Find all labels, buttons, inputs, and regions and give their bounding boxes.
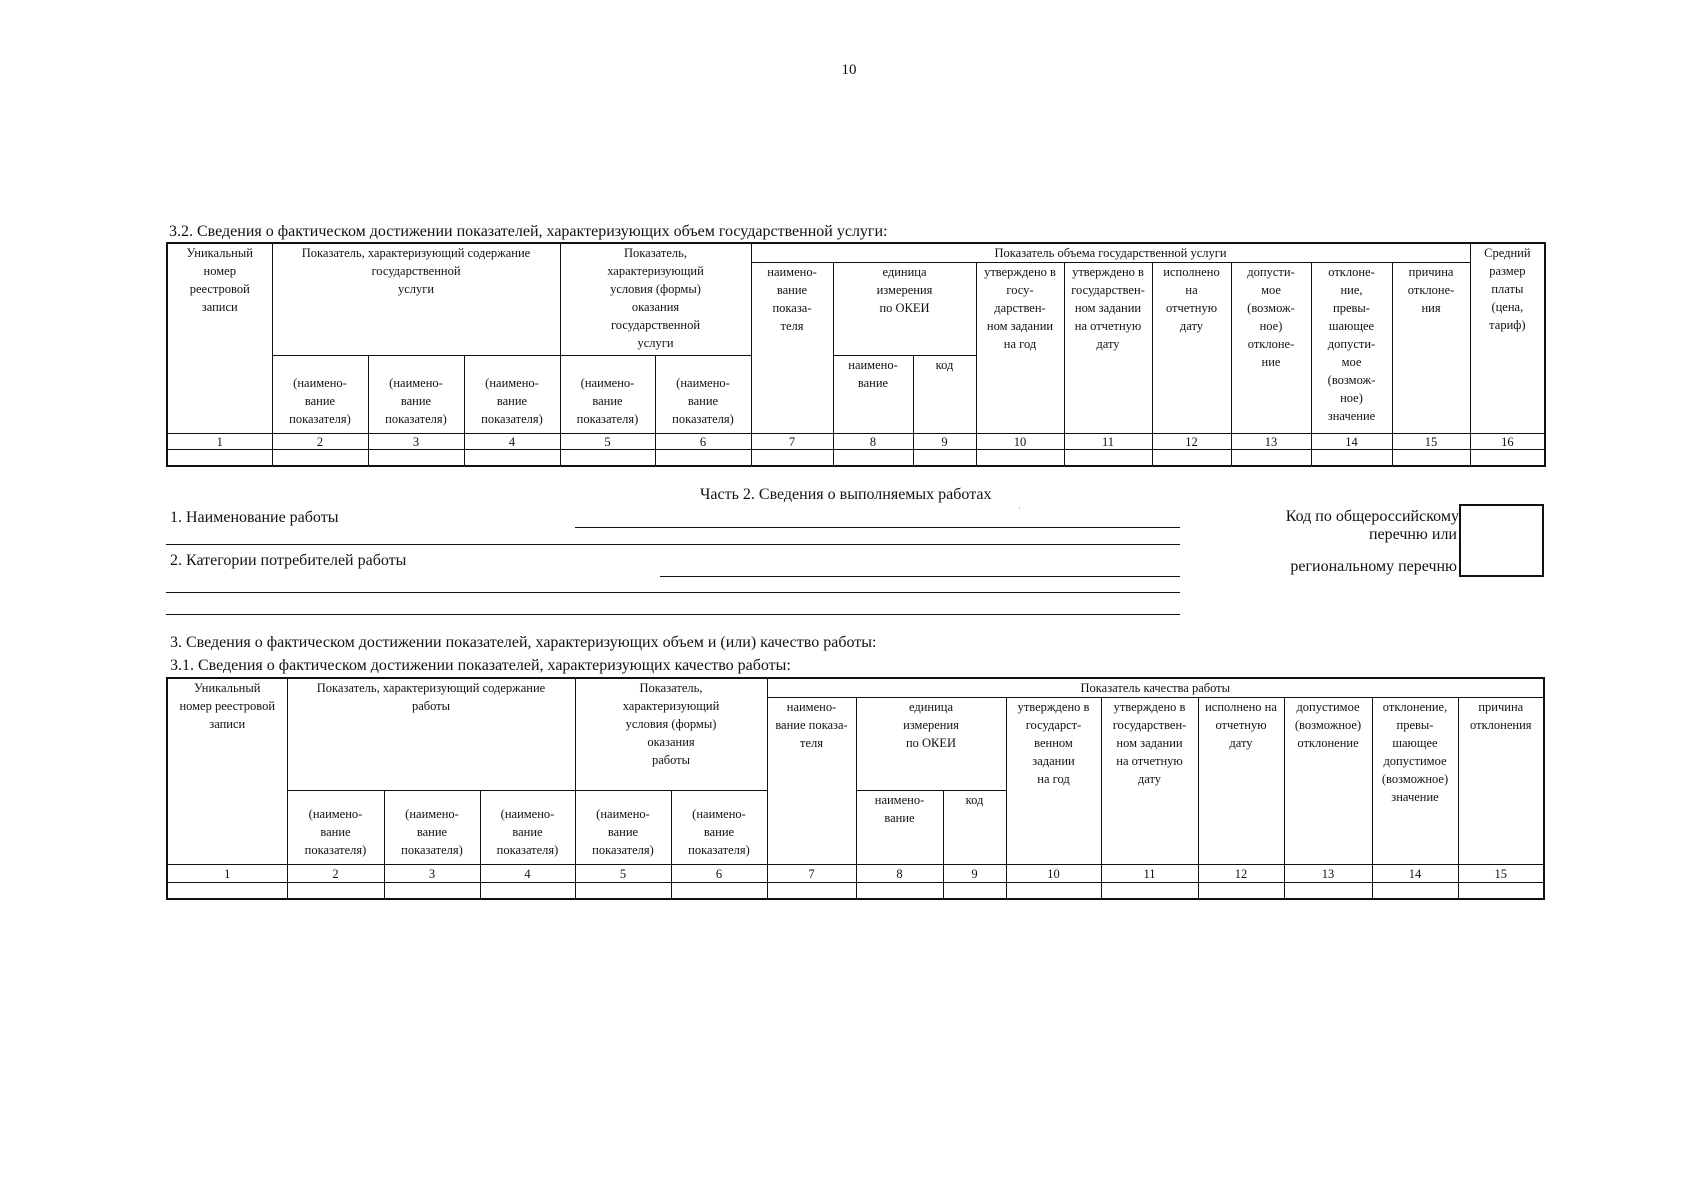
header-text-line: дату [1137,772,1162,786]
table-cell[interactable] [943,883,1006,899]
work-name-line-2[interactable] [166,544,1180,545]
consumers-line-3[interactable] [166,614,1180,615]
header-text-line: ние [1261,355,1281,369]
header-text-line: шающее [1392,736,1438,750]
header-text-line: превы- [1333,301,1370,315]
header-text-line: показателя) [672,412,734,426]
header-text-line: Показатель, [624,246,687,260]
table-cell[interactable] [560,450,655,466]
header-text-line: на отчетную [1074,319,1142,333]
header-unique-number [167,243,272,434]
header-unit-name [833,356,913,434]
column-number: 7 [767,865,856,883]
header-text-line: условия (формы) [625,717,717,731]
table-cell[interactable] [1006,883,1101,899]
header-text-line: вание показа- [775,718,848,732]
header-text-line: дату [1229,736,1253,750]
header-text-line: реестровой [189,282,250,296]
code-label-line-2: перечню или [1368,526,1457,543]
header-text-line: государствен- [1112,718,1187,732]
header-text-line: вание [416,825,448,839]
header-text-line: отчетную [1165,301,1218,315]
header-text-line: наимено- [786,700,837,714]
quality-table [166,677,1545,900]
header-indicator-name-4 [464,356,560,434]
header-text-line: вание [400,394,432,408]
column-number: 15 [1392,434,1470,450]
section-3-2-heading: 3.2. Сведения о фактическом достижении показателей, характеризующих объем государственной услуги: [169,223,888,240]
header-indicator-name-6 [655,356,751,434]
header-unique-number [167,678,287,865]
header-text-line: (возмож- [1327,373,1376,387]
header-text-line: вание [607,825,639,839]
header-text-line: допусти- [1247,265,1295,279]
header-text-line: Показатель, [639,681,703,695]
header-unit-code: код [913,356,976,434]
header-indicator-name-5 [575,791,671,865]
header-text-line: теля [780,319,804,333]
header-text-line: Средний [1484,246,1531,260]
header-text-line: дату [1096,337,1120,351]
header-approved-year [976,263,1064,434]
header-text-line: отклонение [1297,736,1359,750]
header-text-line: работы [651,753,691,767]
column-number: 14 [1372,865,1458,883]
header-content-indicator [287,678,575,791]
header-text-line: мое [1261,283,1281,297]
header-text-line: (возмож- [1247,301,1295,315]
header-text-line: ном задании [1074,301,1142,315]
header-text-line: вание [687,394,719,408]
header-text-line: вание [857,376,889,390]
column-number: 15 [1458,865,1544,883]
header-text-line: измерения [903,718,959,732]
header-unit-code: код [943,791,1006,865]
header-text-line: задании [1032,754,1075,768]
table-cell[interactable] [913,450,976,466]
header-executed [1198,698,1284,865]
header-text-line: ное) [1259,319,1283,333]
table-cell[interactable] [671,883,767,899]
header-text-line: утверждено в [1113,700,1186,714]
table-cell[interactable] [833,450,913,466]
header-text-line: отклоне- [1247,337,1295,351]
consumers-line[interactable] [660,576,1180,577]
header-text-line: дарствен- [994,301,1046,315]
column-number: 5 [560,434,655,450]
header-text-line: платы [1491,282,1524,296]
header-text-line: значение [1327,409,1376,423]
work-name-label: 1. Наименование работы [170,509,339,526]
header-text-line: ном задании [1116,736,1183,750]
header-text-line: государст- [1025,718,1082,732]
header-text-line: ния [1421,301,1441,315]
header-text-line: по ОКЕИ [879,301,930,315]
column-number: 5 [575,865,671,883]
header-text-line: утверждено в [1072,265,1144,279]
header-text-line: показателя) [304,843,367,857]
header-text-line: превы- [1396,718,1434,732]
header-text-line: (наимено- [676,376,730,390]
header-text-line: утверждено в [1017,700,1090,714]
header-text-line: вание [776,283,808,297]
section-3-1-heading: 3.1. Сведения о фактическом достижении показателей, характеризующих качество работы: [170,657,791,674]
header-unit-okei [856,698,1006,791]
header-text-line: отклонения [1470,718,1532,732]
header-text-line: показателя) [401,843,463,857]
header-content-indicator [272,243,560,356]
header-text-line: причина [1408,265,1454,279]
header-text-line: допустимое [1383,754,1447,768]
table-cell[interactable] [464,450,560,466]
header-text-line: значение [1391,790,1439,804]
table-cell[interactable] [1311,450,1392,466]
header-text-line: номер реестровой [179,699,276,713]
header-text-line: наимено- [874,793,925,807]
column-number: 2 [272,434,368,450]
header-text-line: Показатель, характеризующий содержание [301,246,531,260]
header-indicator-name-5 [560,356,655,434]
header-text-line: наимено- [848,358,898,372]
column-number: 14 [1311,434,1392,450]
header-text-line: (наимено- [308,807,363,821]
table-cell[interactable] [167,450,272,466]
header-text-line: Уникальный [186,246,253,260]
header-allowed-deviation [1231,263,1311,434]
header-text-line: условия (формы) [610,282,701,296]
header-text-line: характеризующий [622,699,720,713]
header-text-line: номер [203,264,236,278]
header-text-line: (возможное) [1294,718,1362,732]
table-cell[interactable] [1392,450,1470,466]
header-text-line: отклоне- [1328,265,1375,279]
header-text-line: вание [496,394,528,408]
table-cell[interactable] [368,450,464,466]
header-text-line: показателя) [592,843,654,857]
header-text-line: услуги [397,282,435,296]
header-text-line: единица [882,265,927,279]
header-text-line: услуги [637,336,674,350]
header-text-line: вание [320,825,351,839]
header-text-line: показа- [772,301,812,315]
header-allowed-deviation [1284,698,1372,865]
column-numbers-row [167,434,1545,450]
header-text-line: венном [1034,736,1073,750]
column-number: 13 [1231,434,1311,450]
header-text-line: наимено- [767,265,817,279]
header-text-line: вание [512,825,543,839]
column-number: 7 [751,434,833,450]
table-cell[interactable] [856,883,943,899]
header-text-line: (наимено- [596,807,650,821]
header-deviation-reason [1458,698,1544,865]
header-text-line: ние, [1340,283,1363,297]
column-number: 11 [1064,434,1152,450]
header-text-line: измерения [876,283,933,297]
header-text-line: вание [703,825,735,839]
column-number: 6 [655,434,751,450]
header-text-line: мое [1341,355,1362,369]
table-cell[interactable] [575,883,671,899]
header-indicator-name [767,698,856,865]
header-text-line: (наимено- [389,376,443,390]
header-text-line: на год [1037,772,1070,786]
header-text-line: (наимено- [580,376,635,390]
header-text-line: причина [1478,700,1524,714]
header-indicator-name [751,263,833,434]
table-cell[interactable] [1372,883,1458,899]
header-text-line: (наимено- [405,807,459,821]
table-row [167,450,1545,466]
header-text-line: записи [209,717,246,731]
header-text-line: (возможное) [1381,772,1449,786]
header-text-line: теля [800,736,823,750]
table-cell[interactable] [767,883,856,899]
header-indicator-name-6 [671,791,767,865]
header-text-line: показателя) [576,412,639,426]
column-number: 12 [1152,434,1231,450]
column-numbers-row [167,865,1544,883]
column-number: 12 [1198,865,1284,883]
header-text-line: работы [411,699,451,713]
table-cell[interactable] [751,450,833,466]
table-cell[interactable] [1458,883,1544,899]
consumers-line-2[interactable] [166,592,1180,593]
header-text-line: дату [1179,319,1204,333]
header-text-line: (наимено- [485,376,539,390]
header-text-line: госу- [1006,283,1034,297]
column-number: 10 [976,434,1064,450]
table-cell[interactable] [1198,883,1284,899]
header-text-line: допусти- [1327,337,1376,351]
header-executed [1152,263,1231,434]
header-indicator-name-3 [384,791,480,865]
volume-table [166,242,1546,467]
header-indicator-name-3 [368,356,464,434]
header-exceeding-deviation [1372,698,1458,865]
header-text-line: показателя) [385,412,447,426]
column-number: 8 [833,434,913,450]
column-number: 16 [1470,434,1545,450]
column-number: 9 [913,434,976,450]
header-text-line: (цена, [1491,300,1524,314]
table-cell[interactable] [1231,450,1311,466]
header-text-line: записи [201,300,238,314]
table-cell[interactable] [655,450,751,466]
table-cell[interactable] [1064,450,1152,466]
header-deviation-reason [1392,263,1470,434]
header-indicator-name-2 [272,356,368,434]
table-cell[interactable] [384,883,480,899]
header-text-line: (наимено- [500,807,555,821]
header-text-line: характеризующий [607,264,704,278]
header-indicator-name-4 [480,791,575,865]
table-cell[interactable] [1152,450,1231,466]
header-text-line: отклоне- [1407,283,1455,297]
table-cell[interactable] [1101,883,1198,899]
work-name-line[interactable] [575,527,1180,528]
header-text-line: утверждено в [984,265,1056,279]
column-number: 1 [167,865,287,883]
header-text-line: оказания [647,735,695,749]
header-text-line: государственной [371,264,461,278]
header-text-line: государствен- [1071,283,1145,297]
header-text-line: исполнено на [1205,700,1277,714]
header-text-line: исполнено [1163,265,1220,279]
header-text-line: государственной [610,318,701,332]
header-text-line: (наимено- [692,807,746,821]
header-exceeding-deviation [1311,263,1392,434]
header-text-line: на отчетную [1116,754,1183,768]
table-cell[interactable] [272,450,368,466]
column-number: 6 [671,865,767,883]
header-condition-indicator [575,678,767,791]
section-3-heading: 3. Сведения о фактическом достижении показателей, характеризующих объем и (или) качество работы: [170,634,877,651]
header-approved-date [1064,263,1152,434]
header-text-line: показателя) [688,843,750,857]
header-unit-okei [833,263,976,356]
header-text-line: показателя) [481,412,543,426]
column-number: 8 [856,865,943,883]
header-unit-name [856,791,943,865]
header-volume-indicator: Показатель объема государственной услуги [751,243,1470,263]
header-approved-date [1101,698,1198,865]
table-row [167,883,1544,899]
column-number: 2 [287,865,384,883]
part2-title: Часть 2. Сведения о выполняемых работах [700,486,992,503]
table-cell[interactable] [1470,450,1545,466]
registry-code-box[interactable] [1459,504,1544,577]
header-text-line: вание [884,811,915,825]
table-cell[interactable] [976,450,1064,466]
table-cell[interactable] [1284,883,1372,899]
header-quality-indicator: Показатель качества работы [767,678,1544,698]
header-average-fee [1470,243,1545,434]
header-indicator-name-2 [287,791,384,865]
header-approved-year [1006,698,1101,865]
table-cell[interactable] [167,883,287,899]
column-number: 11 [1101,865,1198,883]
header-text-line: допустимое [1296,700,1360,714]
column-number: 3 [384,865,480,883]
header-text-line: показателя) [496,843,559,857]
header-text-line: тариф) [1489,318,1526,332]
header-text-line: ное) [1340,391,1363,405]
header-text-line: показателя) [289,412,351,426]
header-text-line: отчетную [1215,718,1267,732]
table-cell[interactable] [287,883,384,899]
column-number: 10 [1006,865,1101,883]
consumers-label: 2. Категории потребителей работы [170,552,407,569]
header-text-line: шающее [1328,319,1375,333]
page-number: 10 [841,62,857,78]
column-number: 4 [464,434,560,450]
header-text-line: ном задании [986,319,1054,333]
header-text-line: вание [592,394,623,408]
header-text-line: Уникальный [194,681,261,695]
header-text-line: (наимено- [293,376,347,390]
header-text-line: Показатель, характеризующий содержание [316,681,546,695]
code-label-line-3: региональному перечню [1290,558,1457,575]
column-number: 4 [480,865,575,883]
decorative-dot: · [1018,503,1021,513]
header-text-line: единица [908,700,954,714]
header-text-line: вание [304,394,336,408]
table-cell[interactable] [480,883,575,899]
code-label-line-1: Код по общероссийскому [1285,508,1459,525]
header-condition-indicator [560,243,751,356]
column-number: 3 [368,434,464,450]
header-text-line: на [1185,283,1198,297]
column-number: 13 [1284,865,1372,883]
header-text-line: на год [1003,337,1037,351]
header-text-line: отклонение, [1382,700,1448,714]
column-number: 9 [943,865,1006,883]
header-text-line: по ОКЕИ [905,736,957,750]
header-text-line: оказания [631,300,680,314]
column-number: 1 [167,434,272,450]
header-text-line: размер [1489,264,1526,278]
